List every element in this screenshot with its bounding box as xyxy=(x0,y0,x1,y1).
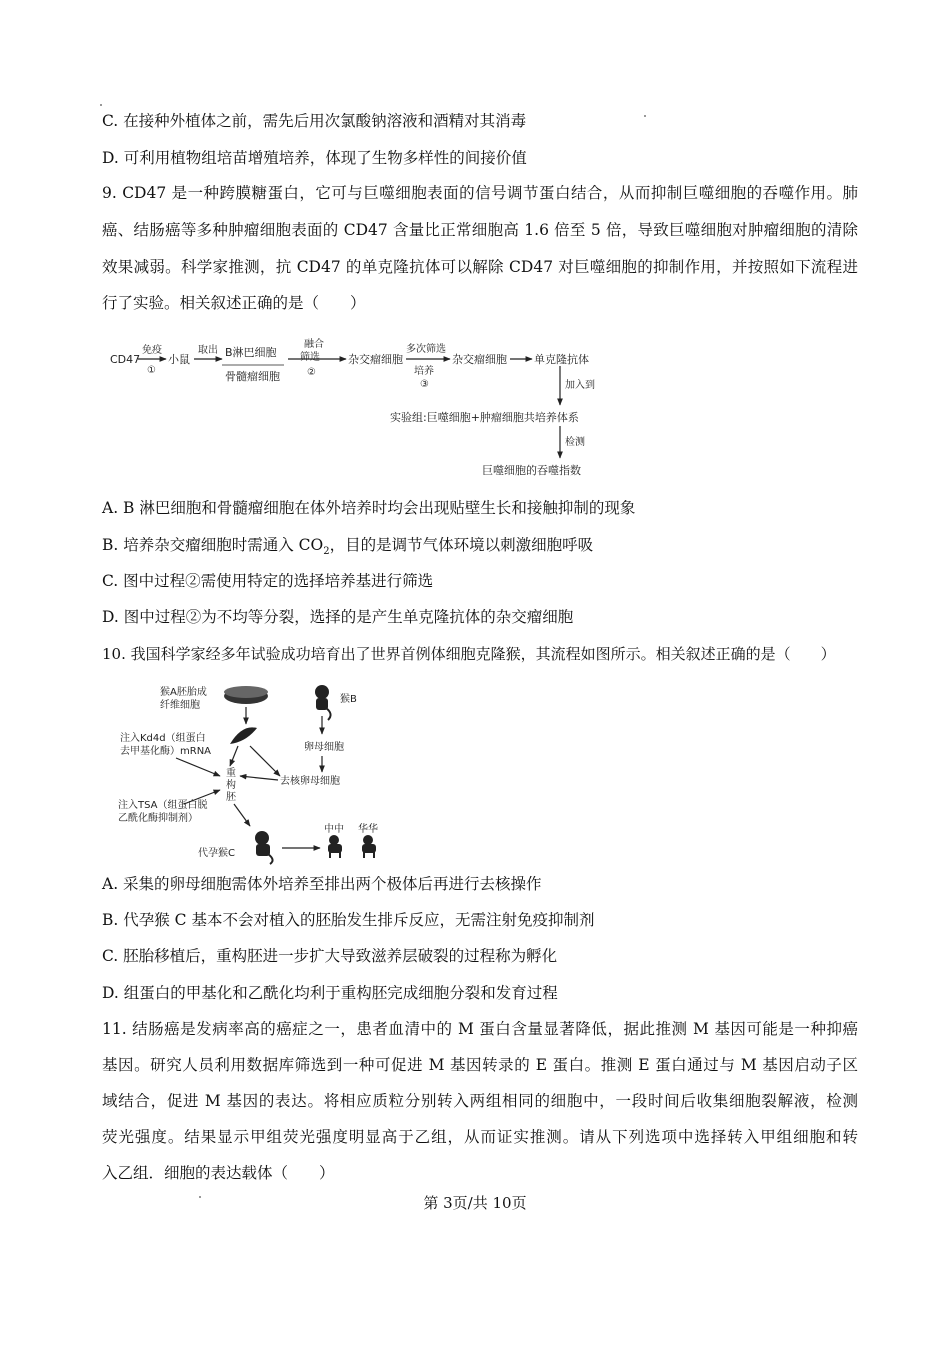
label-hybridoma-2: 杂交瘤细胞 xyxy=(452,353,507,366)
label-reconstructed-2: 构 xyxy=(226,780,236,791)
label-step3: ③ xyxy=(420,379,429,390)
q9-stem-line-3: 效果减弱。科学家推测，抗 CD47 的单克隆抗体可以解除 CD47 对巨噬细胞的抑制作用，并按照如下流程进 xyxy=(102,258,858,276)
label-cd47: CD47 xyxy=(110,353,141,366)
q10-option-c: C. 胚胎移植后，重构胚进一步扩大导致滋养层破裂的过程称为孵化 xyxy=(102,947,558,965)
label-fuse: 融合 xyxy=(304,339,324,350)
label-step1: ① xyxy=(147,365,156,376)
label-enucleated-oocyte: 去核卵母细胞 xyxy=(280,776,340,787)
scan-dot xyxy=(199,1196,201,1198)
label-reconstructed-3: 胚 xyxy=(226,792,236,803)
q8-option-c: C. 在接种外植体之前，需先后用次氯酸钠溶液和酒精对其消毒 xyxy=(102,112,527,130)
label-extract: 取出 xyxy=(198,345,218,356)
label-mouse: 小鼠 xyxy=(168,353,190,366)
label-screen: 筛选 xyxy=(300,352,320,363)
label-experimental-group: 实验组:巨噬细胞+肿瘤细胞共培养体系 xyxy=(390,411,579,424)
q10-option-d: D. 组蛋白的甲基化和乙酰化均利于重构胚完成细胞分裂和发育过程 xyxy=(102,984,558,1002)
fibroblast-cell-icon xyxy=(230,727,257,744)
label-monoclonal-antibody: 单克隆抗体 xyxy=(534,353,589,366)
label-detect: 检测 xyxy=(565,437,585,448)
q11-stem-line-2: 基因。研究人员利用数据库筛选到一种可促进 M 基因转录的 E 蛋白。推测 E 蛋白通过与 M 基因启动子区 xyxy=(102,1056,858,1074)
label-myeloma: 骨髓瘤细胞 xyxy=(225,370,280,383)
label-zhongzhong: 中中 xyxy=(324,824,344,835)
label-step2: ② xyxy=(307,367,316,378)
q11-stem-line-5: 入乙组．细胞的表达载体（ ） xyxy=(102,1164,335,1182)
q10-option-a: A. 采集的卵母细胞需体外培养至排出两个极体后再进行去核操作 xyxy=(102,875,542,893)
monkey-c-icon xyxy=(255,831,273,864)
label-kdm-2: 去甲基化酶）mRNA xyxy=(120,746,212,757)
label-oocyte: 卵母细胞 xyxy=(304,742,344,753)
scan-dot xyxy=(644,115,646,117)
label-monkey-b: 猴B xyxy=(340,694,357,705)
monkey-b-icon xyxy=(315,685,331,720)
monkey-cloning-flow-diagram xyxy=(112,680,402,866)
q9-option-b-pre: B. 培养杂交瘤细胞时需通入 CO xyxy=(102,536,324,554)
q9-stem-line-2: 癌、结肠癌等多种肿瘤细胞表面的 CD47 含量比正常细胞高 1.6 倍至 5 倍，导致巨噬细胞对肿瘤细胞的清除 xyxy=(102,221,858,239)
q9-option-b-subscript: 2 xyxy=(323,546,330,558)
label-huahua: 华华 xyxy=(358,824,378,835)
monkey-zhongzhong-icon xyxy=(328,835,342,858)
label-monkey-a-2: 纤维细胞 xyxy=(160,700,200,711)
q9-option-d: D. 图中过程②为不均等分裂，选择的是产生单克隆抗体的杂交瘤细胞 xyxy=(102,608,574,626)
q9-option-a: A. B 淋巴细胞和骨髓瘤细胞在体外培养时均会出现贴壁生长和接触抑制的现象 xyxy=(102,499,636,517)
q9-stem-line-1: 9. CD47 是一种跨膜糖蛋白，它可与巨噬细胞表面的信号调节蛋白结合，从而抑制巨噬细胞的吞噬作用。肺 xyxy=(102,184,858,202)
q9-option-b-post: ，目的是调节气体环境以刺激细胞呼吸 xyxy=(329,536,594,554)
q9-option-c: C. 图中过程②需使用特定的选择培养基进行筛选 xyxy=(102,572,434,590)
q10-option-b: B. 代孕猴 C 基本不会对植入的胚胎发生排斥反应，无需注射免疫抑制剂 xyxy=(102,911,595,929)
label-add-to: 加入到 xyxy=(565,380,595,391)
label-hybridoma-1: 杂交瘤细胞 xyxy=(348,353,403,366)
monoclonal-antibody-flow-diagram xyxy=(108,330,628,482)
page-footer: 第 3页/共 10页 xyxy=(423,1194,527,1212)
label-multi-screen: 多次筛选 xyxy=(406,344,446,355)
q10-stem: 10. 我国科学家经多年试验成功培育出了世界首例体细胞克隆猴，其流程如图所示。相关叙述正确的是（ ） xyxy=(102,645,836,663)
q8-option-d: D. 可利用植物组培苗增殖培养，体现了生物多样性的间接价值 xyxy=(102,149,527,167)
label-reconstructed-1: 重 xyxy=(226,768,236,779)
q9-stem-line-4: 行了实验。相关叙述正确的是（ ） xyxy=(102,294,366,312)
label-b-cell: B淋巴细胞 xyxy=(225,346,277,359)
label-immunize: 免疫 xyxy=(142,345,162,356)
monkey-huahua-icon xyxy=(362,835,376,858)
q9-option-b xyxy=(102,535,593,562)
label-tsa-1: 注入TSA（组蛋白脱 xyxy=(118,800,208,811)
label-surrogate: 代孕猴C xyxy=(198,848,235,859)
scan-dot xyxy=(100,104,102,106)
label-culture: 培养 xyxy=(414,366,434,377)
q11-stem-line-3: 域结合，促进 M 基因的表达。将相应质粒分别转入两组相同的细胞中，一段时间后收集细胞裂解液，检测 xyxy=(102,1092,858,1110)
q11-stem-line-4: 荧光强度。结果显示甲组荧光强度明显高于乙组，从而证实推测。请从下列选项中选择转入甲组细胞和转 xyxy=(102,1128,858,1146)
q11-stem-line-1: 11. 结肠癌是发病率高的癌症之一，患者血清中的 M 蛋白含量显著降低，据此推测 M 基因可能是一种抑癌 xyxy=(102,1020,858,1038)
label-kdm-1: 注入Kd4d（组蛋白 xyxy=(120,733,206,744)
label-tsa-2: 乙酰化酶抑制剂） xyxy=(118,813,198,824)
label-phagocytosis-index: 巨噬细胞的吞噬指数 xyxy=(482,464,581,477)
label-monkey-a-1: 猴A胚胎成 xyxy=(160,687,207,698)
